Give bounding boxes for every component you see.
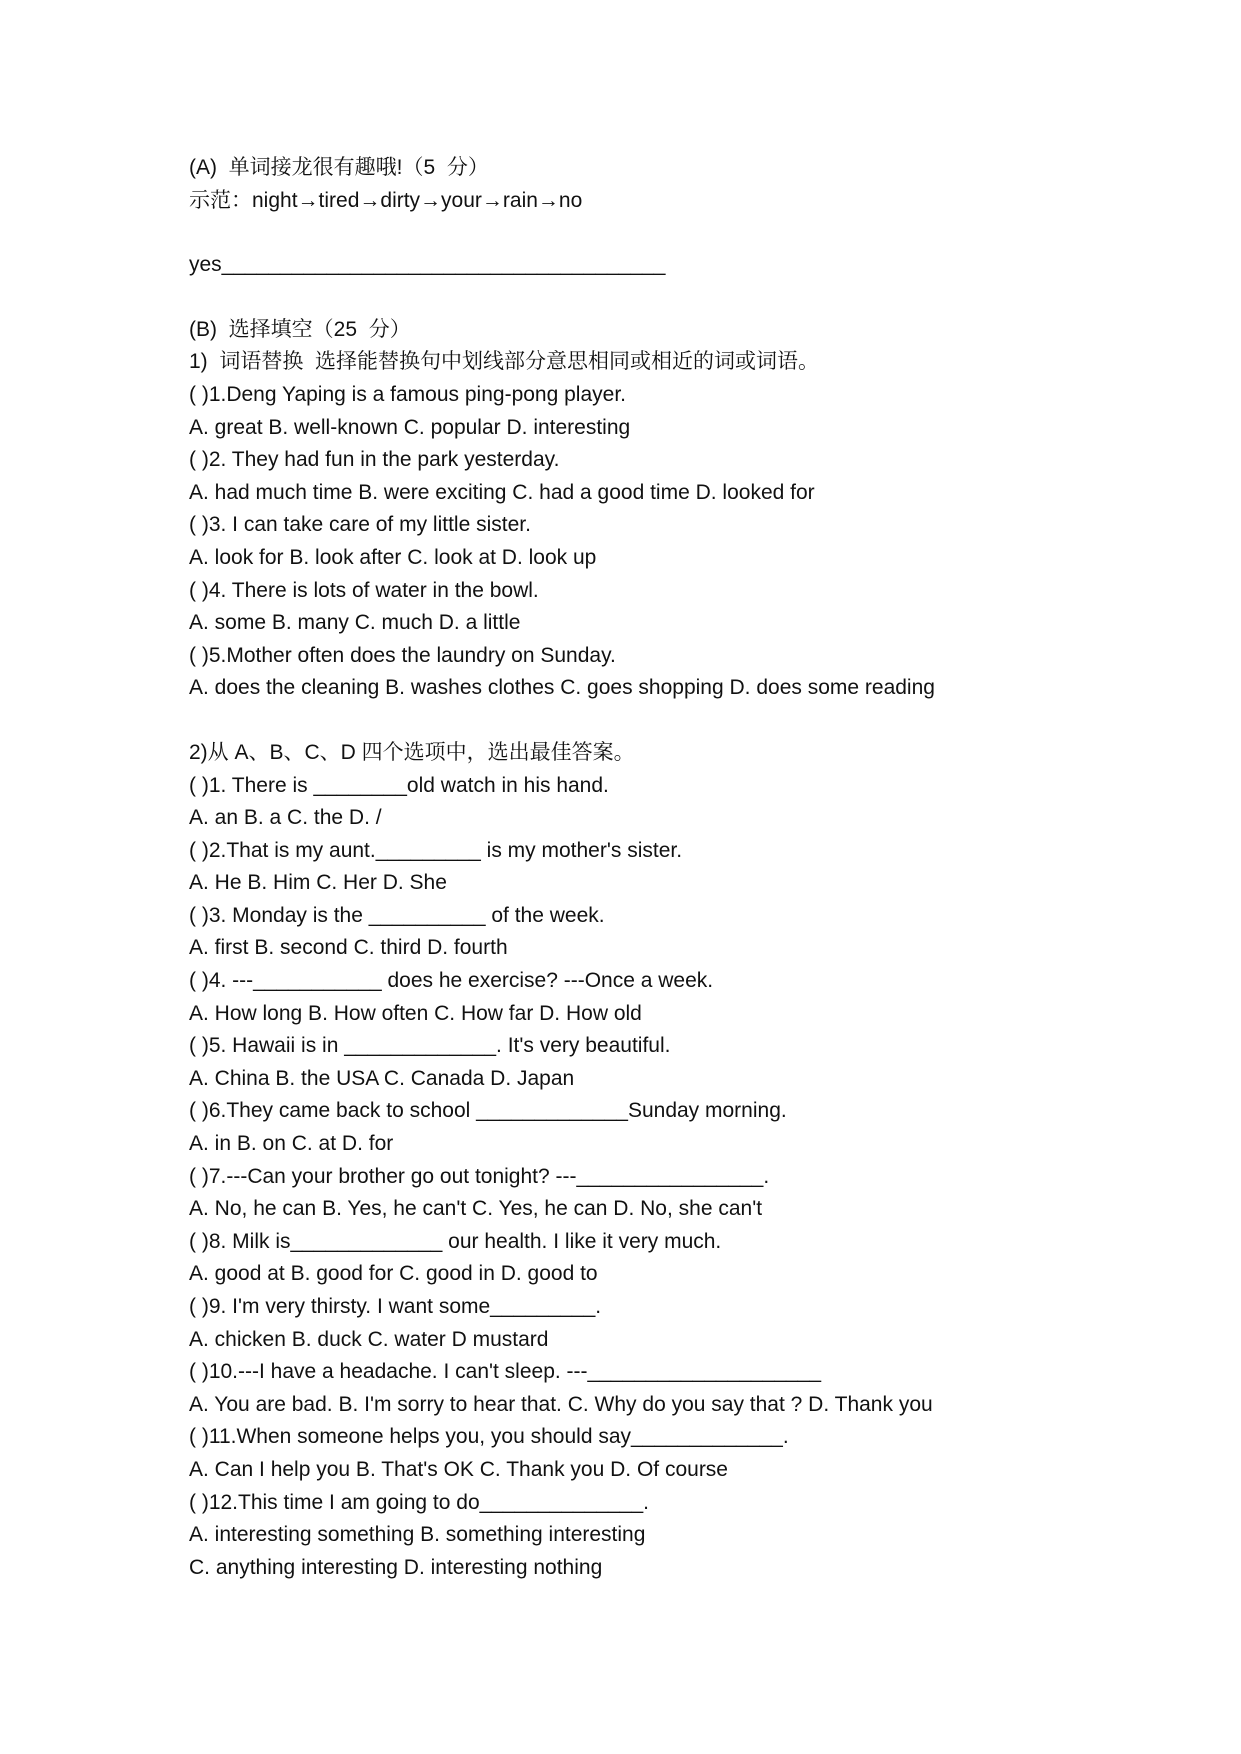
spacer bbox=[189, 282, 1189, 314]
part1-question-line: ( )4. There is lots of water in the bowl. bbox=[189, 578, 539, 602]
part2-question-line: ( )6.They came back to school _____________Sunday morning. bbox=[189, 1099, 787, 1123]
part2-question-line: ( )5. Hawaii is in _____________. It's very beautiful. bbox=[189, 1034, 671, 1058]
part2-options-line: A. How long B. How often C. How far D. How old bbox=[189, 1001, 642, 1025]
part2-options-line: A. You are bad. B. I'm sorry to hear that. C. Why do you say that ? D. Thank you bbox=[189, 1392, 933, 1416]
part2-question-line: ( )8. Milk is_____________ our health. I like it very much. bbox=[189, 1229, 722, 1253]
part2-question-line: ( )11.When someone helps you, you should say_____________. bbox=[189, 1425, 789, 1449]
part1-question-line: ( )3. I can take care of my little sister. bbox=[189, 513, 531, 537]
part2-options-line: A. interesting something B. something interesting bbox=[189, 1523, 646, 1547]
part2-instruction: 2)从 A、B、C、D 四个选项中，选出最佳答案。 bbox=[189, 740, 635, 764]
part2-question-list bbox=[189, 770, 1189, 1585]
spacer bbox=[189, 217, 1189, 249]
part2-options-line: A. No, he can B. Yes, he can't C. Yes, he can D. No, she can't bbox=[189, 1197, 763, 1221]
part2-question-line: ( )12.This time I am going to do______________. bbox=[189, 1490, 649, 1514]
section-a-answer-line: yes______________________________________ bbox=[189, 253, 666, 277]
part2-question-line: ( )2.That is my aunt._________ is my mother's sister. bbox=[189, 838, 683, 862]
part1-options-line: A. some B. many C. much D. a little bbox=[189, 611, 521, 635]
part2-options-line: A. in B. on C. at D. for bbox=[189, 1132, 394, 1156]
part2-question-line: ( )4. ---___________ does he exercise? ---Once a week. bbox=[189, 969, 714, 993]
part2-question-line: ( )9. I'm very thirsty. I want some_________. bbox=[189, 1295, 602, 1318]
part1-question-line: ( )5.Mother often does the laundry on Sunday. bbox=[189, 643, 616, 667]
part1-options-line: A. look for B. look after C. look at D. look up bbox=[189, 545, 597, 569]
section-a-heading: (A) 单词接龙很有趣哦!（5 分） bbox=[189, 156, 489, 179]
worksheet-page bbox=[189, 152, 1189, 1584]
part1-options-line: A. does the cleaning B. washes clothes C. goes shopping D. does some reading bbox=[189, 676, 935, 700]
part2-options-line: A. China B. the USA C. Canada D. Japan bbox=[189, 1066, 575, 1090]
part2-options-line: A. Can I help you B. That's OK C. Thank you D. Of course bbox=[189, 1457, 728, 1481]
part2-options-line: C. anything interesting D. interesting nothing bbox=[189, 1555, 603, 1579]
part2-question-line: ( )10.---I have a headache. I can't sleep. ---____________________ bbox=[189, 1360, 822, 1384]
part1-instruction: 1) 词语替换 选择能替换句中划线部分意思相同或相近的词或词语。 bbox=[189, 350, 820, 374]
part2-options-line: A. He B. Him C. Her D. She bbox=[189, 871, 447, 895]
part2-question-line: ( )7.---Can your brother go out tonight? ---________________. bbox=[189, 1164, 770, 1188]
spacer bbox=[189, 705, 1189, 737]
part2-options-line: A. an B. a C. the D. / bbox=[189, 806, 382, 830]
part1-options-line: A. great B. well-known C. popular D. interesting bbox=[189, 415, 631, 439]
part1-question-list bbox=[189, 379, 1189, 705]
section-b-heading: (B) 选择填空（25 分） bbox=[189, 317, 411, 341]
part2-options-line: A. first B. second C. third D. fourth bbox=[189, 936, 508, 960]
part2-options-line: A. good at B. good for C. good in D. good to bbox=[189, 1262, 598, 1286]
part1-question-line: ( )1.Deng Yaping is a famous ping-pong player. bbox=[189, 382, 626, 406]
section-a-example: 示范：night→tired→dirty→your→rain→no bbox=[189, 188, 583, 212]
part1-options-line: A. had much time B. were exciting C. had a good time D. looked for bbox=[189, 480, 815, 504]
part2-question-line: ( )3. Monday is the __________ of the week. bbox=[189, 903, 605, 927]
part2-question-line: ( )1. There is ________old watch in his hand. bbox=[189, 773, 609, 797]
part1-question-line: ( )2. They had fun in the park yesterday. bbox=[189, 448, 560, 472]
part2-options-line: A. chicken B. duck C. water D mustard bbox=[189, 1327, 549, 1351]
